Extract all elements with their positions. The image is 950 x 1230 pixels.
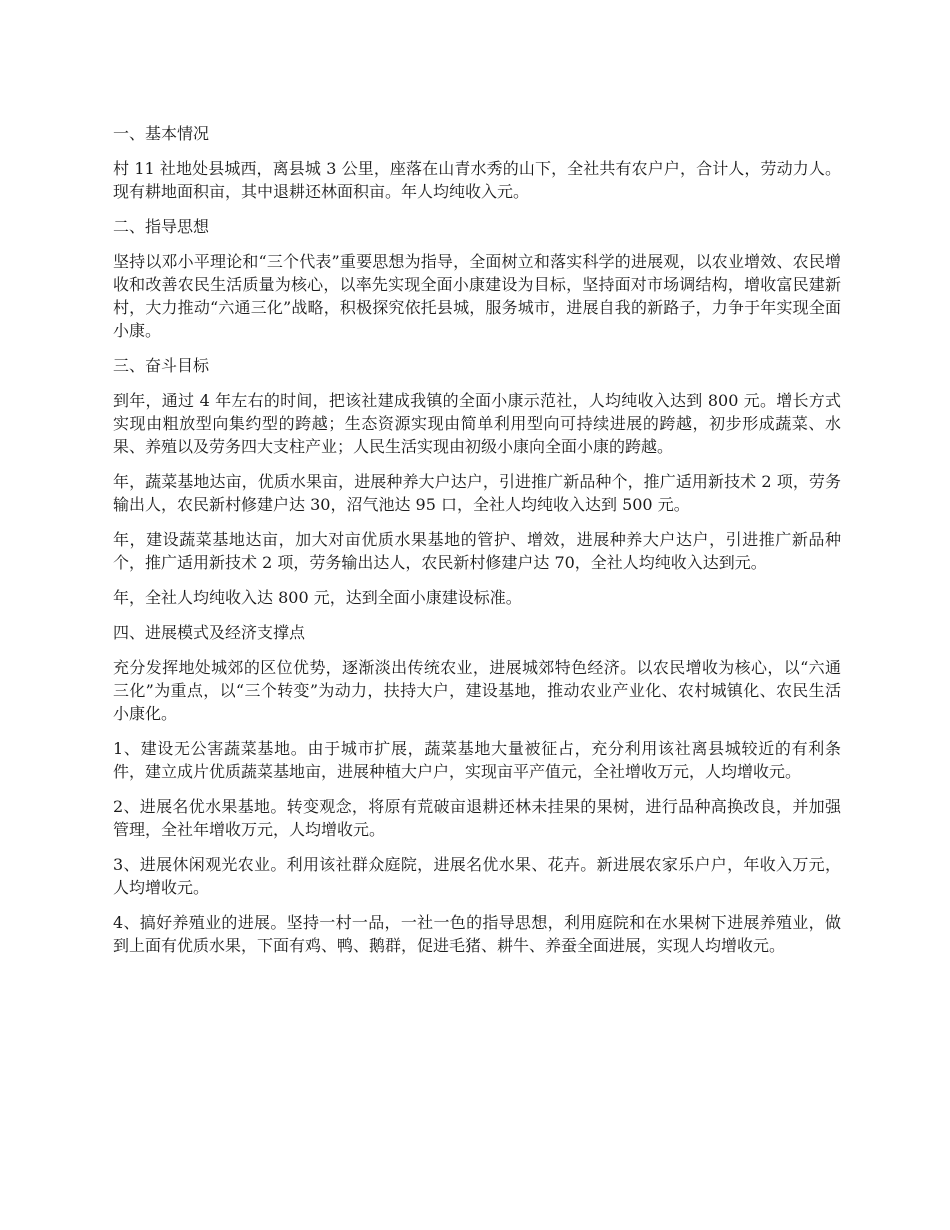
document-page [113,122,841,969]
paragraph-item-leisure-agriculture: 3、进展休闲观光农业。利用该社群众庭院，进展名优水果、花卉。新进展农家乐户户，年收入万元，人均增收元。 [113,855,841,897]
section-heading-goals: 三、奋斗目标 [113,356,210,375]
paragraph-item-vegetable-base: 1、建设无公害蔬菜基地。由于城市扩展，蔬菜基地大量被征占，充分利用该社离县城较近的有利条件，建立成片优质蔬菜基地亩，进展种植大户户，实现亩平产值元，全社增收万元，人均增收元。 [113,739,841,781]
paragraph-goals-overview: 到年，通过 4 年左右的时间，把该社建成我镇的全面小康示范社，人均纯收入达到 800 元。增长方式实现由粗放型向集约型的跨越；生态资源实现由简单利用型向可持续进展的跨越，初步形成蔬菜、水果、养殖以及劳务四大支柱产业；人民生活实现由初级小康向全面小康的跨越。 [113,391,841,456]
paragraph-item-livestock: 4、搞好养殖业的进展。坚持一村一品，一社一色的指导思想，利用庭院和在水果树下进展养殖业，做到上面有优质水果，下面有鸡、鸭、鹅群，促进毛猪、耕牛、养蚕全面进展，实现人均增收元。 [113,913,841,955]
paragraph-goals-year-3: 年，全社人均纯收入达 800 元，达到全面小康建设标准。 [113,588,522,607]
section-heading-basic-situation: 一、基本情况 [113,124,210,143]
section-heading-development-model: 四、进展模式及经济支撑点 [113,623,306,642]
paragraph-goals-year-2: 年，建设蔬菜基地达亩，加大对亩优质水果基地的管护、增效，进展种养大户达户，引进推广新品种个，推广适用新技术 2 项，劳务输出达人，农民新村修建户达 70，全社人均纯收入达到元。 [113,530,841,572]
paragraph-item-fruit-base: 2、进展名优水果基地。转变观念，将原有荒破亩退耕还林未挂果的果树，进行品种高换改良，并加强管理，全社年增收万元，人均增收元。 [113,797,841,839]
paragraph-guiding-ideology: 坚持以邓小平理论和“三个代表”重要思想为指导，全面树立和落实科学的进展观，以农业增效、农民增收和改善农民生活质量为核心，以率先实现全面小康建设为目标，坚持面对市场调结构，增收富民建新村，大力推动“六通三化”战略，积极探究依托县城，服务城市，进展自我的新路子，力争于年实现全面小康。 [113,252,841,340]
section-heading-guiding-ideology: 二、指导思想 [113,217,210,236]
paragraph-development-model: 充分发挥地处城郊的区位优势，逐渐淡出传统农业，进展城郊特色经济。以农民增收为核心，以“六通三化”为重点，以“三个转变”为动力，扶持大户，建设基地，推动农业产业化、农村城镇化、农民生活小康化。 [113,658,841,723]
paragraph-basic-situation: 村 11 社地处县城西，离县城 3 公里，座落在山青水秀的山下，全社共有农户户，合计人，劳动力人。现有耕地面积亩，其中退耕还林面积亩。年人均纯收入元。 [113,159,841,201]
paragraph-goals-year-1: 年，蔬菜基地达亩，优质水果亩，进展种养大户达户，引进推广新品种个，推广适用新技术 2 项，劳务输出人，农民新村修建户达 30，沼气池达 95 口，全社人均纯收入达到 500 元。 [113,472,841,514]
